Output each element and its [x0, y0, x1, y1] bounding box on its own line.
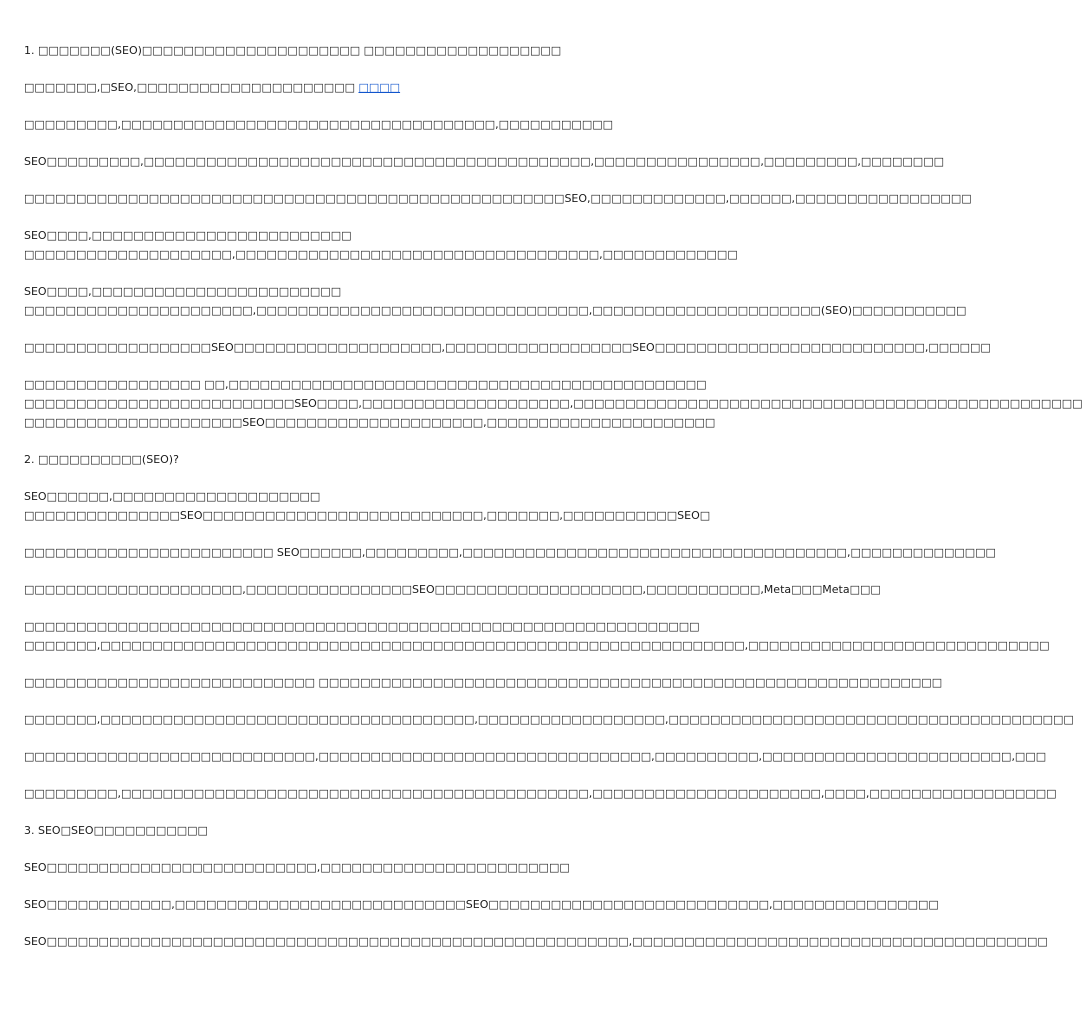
paragraph-line: □□□□□□□□□□□□□□□□□□□□□□□□□□□□,□□□□□□□□□□□□□□□□□□□□□□□□□□□□□□□□,□□□□□□□□□□,□□□□□□□□□□□□□□□□□□□□□□□□,□□□: [24, 750, 1047, 763]
section-heading-2: [24, 450, 696, 469]
inline-link[interactable]: □□□□: [358, 81, 401, 94]
paragraph-line: SEO□□□□□□□□□,□□□□□□□□□□□□□□□□□□□□□□□□□□□□□□□□□□□□□□□□□□□,□□□□□□□□□□□□□□□□,□□□□□□□□□,□□□□□□□□: [24, 155, 944, 168]
paragraph-line: SEO□□□□□□□□□□□□□□□□□□□□□□□□□□□□□□□□□□□□□□□□□□□□□□□□□□□□□□□□,□□□□□□□□□□□□□□□□□□□□□□□□□□□□□□□□□□□□□□□□: [24, 935, 1048, 948]
paragraph: [24, 932, 1048, 951]
paragraph-line: □□□□□□□□□□□□□□□□□□□□□□□□□□SEO□□□□,□□□□□□□□□□□□□□□□□□□□,□□□□□□□□□□□□□□□□□□□□□□□□□□□□□□□□□□□□□□□□□□□□□□□□□: [24, 397, 1083, 410]
paragraph: [24, 152, 944, 171]
paragraph: [24, 487, 711, 525]
paragraph: [24, 784, 1057, 803]
paragraph-line: □□□□□□□□□,□□□□□□□□□□□□□□□□□□□□□□□□□□□□□□□□□□□□,□□□□□□□□□□□: [24, 118, 614, 131]
paragraph-line: □□□□□□□□□□□□□□□□□□□□□□□□□□□□ □□□□□□□□□□□□□□□□□□□□□□□□□□□□□□□□□□□□□□□□□□□□□□□□□□□□□□□□□□□□: [24, 676, 943, 689]
paragraph-line: SEO□□□□□□,□□□□□□□□□□□□□□□□□□□□: [24, 490, 321, 503]
paragraph: [24, 543, 996, 562]
paragraph-line: □□□□□□□□□,□□□□□□□□□□□□□□□□□□□□□□□□□□□□□□□□□□□□□□□□□□□□□,□□□□□□□□□□□□□□□□□□□□□□,□□□□,□□□□□□□□□□□□□□□□□□: [24, 787, 1057, 800]
paragraph: [24, 673, 943, 692]
paragraph-line: □□□□□□□□□□□□□□□□□□□□□□□□□□□□□□□□□□□□□□□□□□□□□□□□□□□□□□□□□□□□□□□□□: [24, 620, 700, 633]
paragraph-line: □□□□□□□,□SEO,□□□□□□□□□□□□□□□□□□□□□: [24, 81, 355, 94]
paragraph-line: □□□□□□□□□□□□□□□□□□□□□□□□□□□□□□□□□□□□□□□□□□□□□□□□□□□□SEO,□□□□□□□□□□□□□,□□□□□□,□□□□□□□□□□□□□□□□□: [24, 192, 972, 205]
paragraph: [24, 282, 967, 320]
paragraph-line: □□□□□□□□□□□□□□□□□□SEO□□□□□□□□□□□□□□□□□□□□,□□□□□□□□□□□□□□□□□□SEO□□□□□□□□□□□□□□□□□□□□□□□□□□,□□□□□□: [24, 341, 991, 354]
paragraph: [24, 858, 696, 877]
paragraph: [24, 580, 881, 599]
paragraph: [24, 338, 991, 357]
paragraph-line: 1. □□□□□□□(SEO)□□□□□□□□□□□□□□□□□□□□□ □□□□□□□□□□□□□□□□□□□: [24, 44, 562, 57]
paragraph-line: SEO□□□□,□□□□□□□□□□□□□□□□□□□□□□□□: [24, 285, 342, 298]
paragraph: [24, 115, 696, 134]
paragraph: [24, 226, 738, 264]
paragraph: [24, 895, 939, 914]
paragraph-line: □□□□□□□□□□□□□□□□□□□□,□□□□□□□□□□□□□□□□□□□□□□□□□□□□□□□□□□□,□□□□□□□□□□□□□: [24, 248, 738, 261]
paragraph-line: □□□□□□□□□□□□□□□□□□□□□□□□ SEO□□□□□□,□□□□□□□□□,□□□□□□□□□□□□□□□□□□□□□□□□□□□□□□□□□□□□□,□□□□□□□□□□□□□□: [24, 546, 996, 559]
paragraph-line: □□□□□□□□□□□□□□□□□ □□,□□□□□□□□□□□□□□□□□□□□□□□□□□□□□□□□□□□□□□□□□□□□□□: [24, 378, 707, 391]
paragraph-line: □□□□□□□□□□□□□□□□□□□□□□,□□□□□□□□□□□□□□□□□□□□□□□□□□□□□□□□,□□□□□□□□□□□□□□□□□□□□□□(SEO)□□□□□□□□□□□: [24, 304, 967, 317]
paragraph-line: SEO□□□□,□□□□□□□□□□□□□□□□□□□□□□□□□: [24, 229, 352, 242]
paragraph: [24, 189, 972, 208]
paragraph-line: □□□□□□□□□□□□□□□□□□□□□,□□□□□□□□□□□□□□□□SEO□□□□□□□□□□□□□□□□□□□□,□□□□□□□□□□□,Meta□□□Meta□□□: [24, 583, 881, 596]
paragraph-line: SEO□□□□□□□□□□□□□□□□□□□□□□□□□□,□□□□□□□□□□□□□□□□□□□□□□□□: [24, 861, 570, 874]
document-body: [24, 41, 1083, 969]
paragraph-with-link: [24, 78, 696, 97]
paragraph-line: □□□□□□□,□□□□□□□□□□□□□□□□□□□□□□□□□□□□□□□□□□□□□□□□□□□□□□□□□□□□□□□□□□□□□□,□□□□□□□□□□□□□□□□□□□□□□□□□□□□□: [24, 639, 1050, 652]
section-heading-3: [24, 821, 696, 840]
paragraph-line: □□□□□□□,□□□□□□□□□□□□□□□□□□□□□□□□□□□□□□□□□□□□,□□□□□□□□□□□□□□□□□□,□□□□□□□□□□□□□□□□□□□□□□□□□□□□□□□□□□□□□□□: [24, 713, 1074, 726]
paragraph: [24, 710, 1074, 729]
paragraph-line: 2. □□□□□□□□□□(SEO)?: [24, 453, 179, 466]
paragraph-line: 3. SEO□SEO□□□□□□□□□□□: [24, 824, 208, 837]
paragraph: [24, 617, 1050, 655]
paragraph-line: SEO□□□□□□□□□□□□,□□□□□□□□□□□□□□□□□□□□□□□□□□□□SEO□□□□□□□□□□□□□□□□□□□□□□□□□□□,□□□□□□□□□□□□□□□□: [24, 898, 939, 911]
paragraph-line: □□□□□□□□□□□□□□□SEO□□□□□□□□□□□□□□□□□□□□□□□□□□□,□□□□□□□,□□□□□□□□□□□SEO□: [24, 509, 711, 522]
paragraph: [24, 375, 1083, 432]
paragraph-line: □□□□□□□□□□□□□□□□□□□□□SEO□□□□□□□□□□□□□□□□□□□□□,□□□□□□□□□□□□□□□□□□□□□□: [24, 416, 716, 429]
paragraph: [24, 747, 1047, 766]
section-heading-1: [24, 41, 696, 60]
